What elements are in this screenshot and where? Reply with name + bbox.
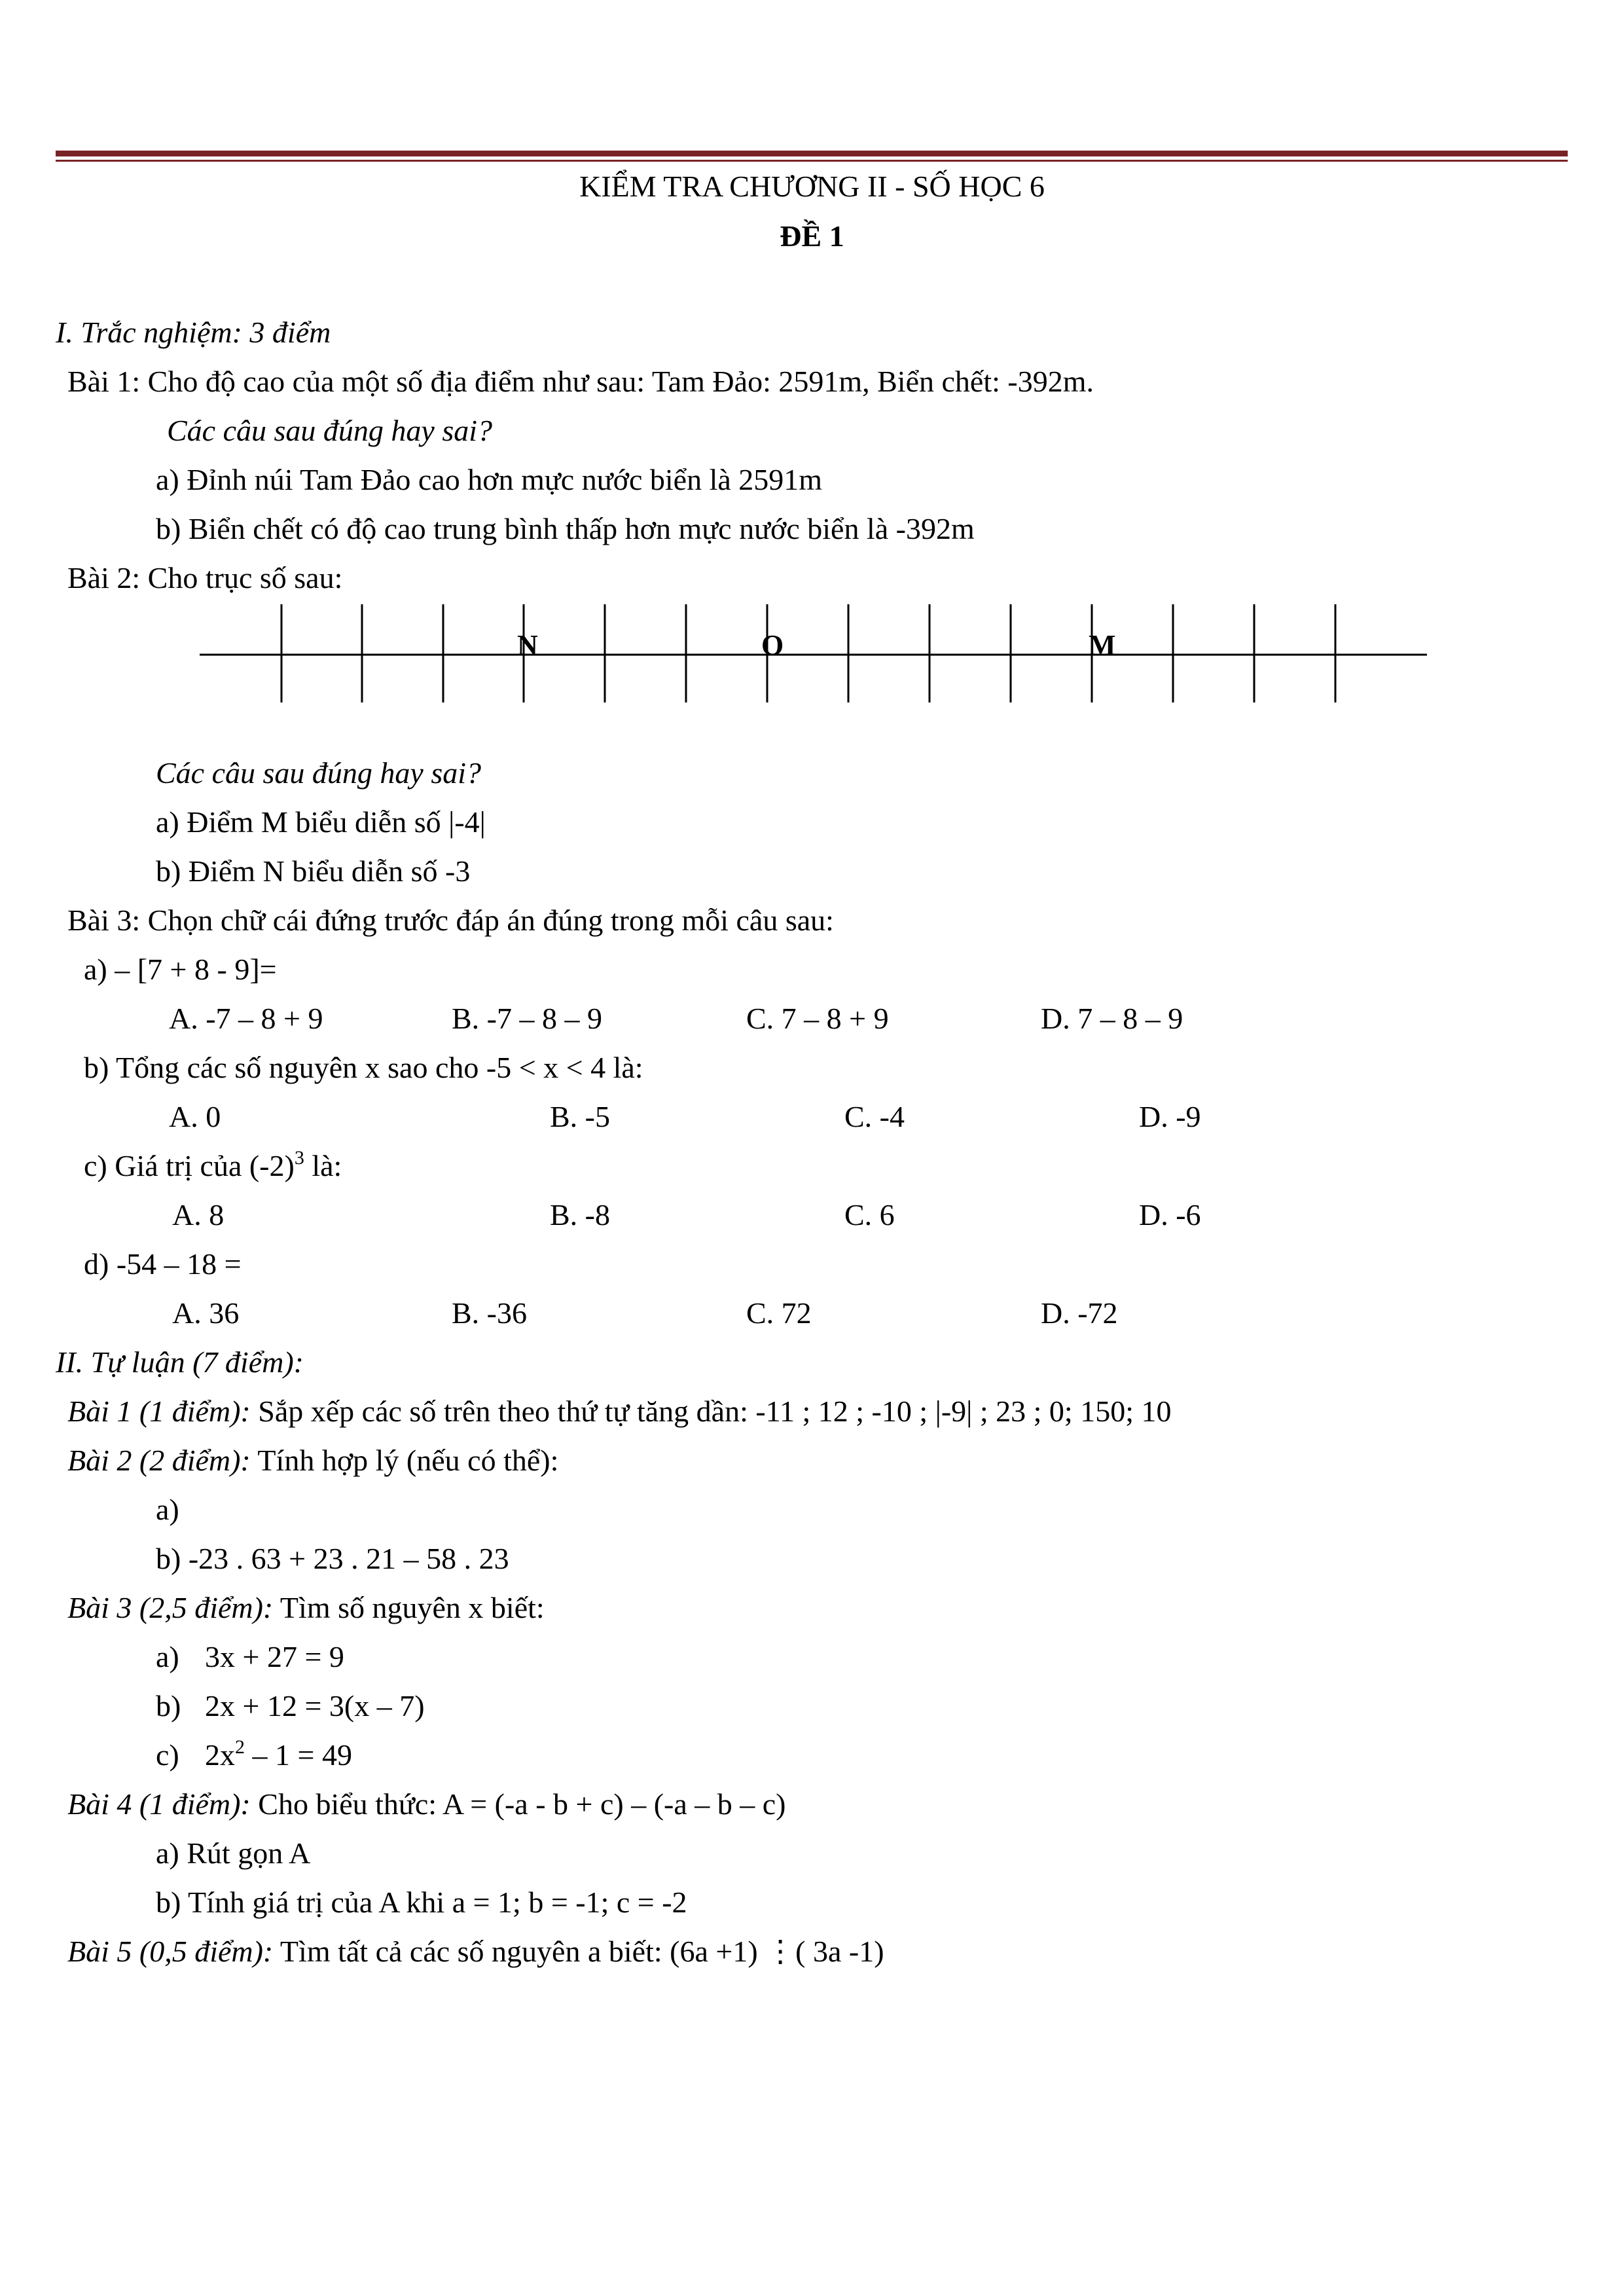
p2-bai3 <box>67 1593 545 1623</box>
p1-bai1-a: a) Đỉnh núi Tam Đảo cao hơn mực nước biển là 2591m <box>156 463 823 496</box>
p2-bai4-text: Cho biểu thức: A = (-a - b + c) – (-a – b – c) <box>250 1787 786 1821</box>
p1-bai2-prompt: Các câu sau đúng hay sai? <box>156 756 482 790</box>
c-expr-post: – 1 = 49 <box>245 1738 352 1772</box>
option-a: A. 8 <box>172 1198 225 1231</box>
p1-bai1-prompt: Các câu sau đúng hay sai? <box>167 414 493 447</box>
option-d: D. 7 – 8 – 9 <box>1041 1002 1183 1035</box>
p2-bai2 <box>67 1446 558 1476</box>
p2-bai1-label: Bài 1 (1 điểm): <box>67 1394 251 1428</box>
p1-bai1-b: b) Biển chết có độ cao trung bình thấp hơn mực nước biển là -392m <box>156 512 975 545</box>
p2-bai4-b: b) Tính giá trị của A khi a = 1; b = -1; c = -2 <box>156 1886 687 1919</box>
option-b: B. -8 <box>550 1198 610 1231</box>
axis-label-n: N <box>517 629 538 661</box>
option-a: A. 0 <box>169 1100 221 1133</box>
p1-bai3-text: Bài 3: Chọn chữ cái đứng trước đáp án đúng trong mỗi câu sau: <box>67 903 834 937</box>
q-c-exponent: 3 <box>294 1147 304 1169</box>
option-b: B. -5 <box>550 1100 610 1133</box>
p2-bai5-text: Tìm tất cả các số nguyên a biết: (6a +1) ⋮( 3a -1) <box>273 1935 884 1968</box>
p1-bai2-b: b) Điểm N biểu diễn số -3 <box>156 854 471 888</box>
part2-heading: II. Tự luận (7 điểm): <box>56 1345 304 1379</box>
p2-bai5-label: Bài 5 (0,5 điểm): <box>67 1935 274 1968</box>
p2-bai4 <box>67 1789 785 1819</box>
number-line-ticks <box>281 604 1335 702</box>
p2-bai1-text: Sắp xếp các số trên theo thứ tự tăng dần: -11 ; 12 ; -10 ; |-9| ; 23 ; 0; 150; 10 <box>250 1394 1172 1428</box>
option-a: A. 36 <box>172 1296 240 1330</box>
p2-bai3-label: Bài 3 (2,5 điểm): <box>67 1591 274 1624</box>
p2-bai4-a: a) Rút gọn A <box>156 1836 311 1870</box>
p2-bai3-b-label: b) <box>156 1689 181 1722</box>
p2-bai2-b: b) -23 . 63 + 23 . 21 – 58 . 23 <box>156 1542 509 1575</box>
p2-bai3-c-label: c) <box>156 1738 179 1772</box>
p2-bai3-a-expr: 3x + 27 = 9 <box>205 1640 344 1673</box>
p1-bai3-q-a: a) – [7 + 8 - 9]= <box>84 953 277 986</box>
p1-bai3-q-d: d) -54 – 18 = <box>84 1247 242 1281</box>
p2-bai3-c-expr <box>205 1736 352 1772</box>
doc-subtitle: ĐỀ 1 <box>780 219 844 253</box>
option-d: D. -72 <box>1041 1296 1118 1330</box>
p1-bai3-q-c <box>84 1147 342 1182</box>
doc-title: KIỂM TRA CHƯƠNG II - SỐ HỌC 6 <box>579 170 1045 203</box>
option-c: C. -4 <box>844 1100 905 1133</box>
p2-bai3-b-expr: 2x + 12 = 3(x – 7) <box>205 1689 425 1722</box>
q-c-pre: c) Giá trị của (-2) <box>84 1149 295 1182</box>
p2-bai2-label: Bài 2 (2 điểm): <box>67 1444 251 1477</box>
p2-bai5 <box>67 1937 884 1967</box>
p1-bai2-a: a) Điểm M biểu diễn số |-4| <box>156 805 486 839</box>
p2-bai2-a: a) <box>156 1493 179 1526</box>
option-c: C. 7 – 8 + 9 <box>746 1002 889 1035</box>
p2-bai3-a-label: a) <box>156 1640 179 1673</box>
c-expr-pre: 2x <box>205 1738 235 1772</box>
option-d: D. -6 <box>1139 1198 1201 1231</box>
axis-label-o: O <box>761 629 784 661</box>
p2-bai1 <box>67 1396 1172 1427</box>
p2-bai2-text: Tính hợp lý (nếu có thể): <box>250 1444 559 1477</box>
option-d: D. -9 <box>1139 1100 1201 1133</box>
p1-bai1-text: Bài 1: Cho độ cao của một số địa điểm như sau: Tam Đảo: 2591m, Biển chết: -392m. <box>67 365 1094 398</box>
q-c-post: là: <box>304 1149 342 1182</box>
p2-bai3-text: Tìm số nguyên x biết: <box>273 1591 545 1624</box>
p2-bai4-label: Bài 4 (1 điểm): <box>67 1787 251 1821</box>
option-b: B. -36 <box>452 1296 527 1330</box>
p1-bai2-text: Bài 2: Cho trục số sau: <box>67 561 343 594</box>
option-a: A. -7 – 8 + 9 <box>169 1002 323 1035</box>
axis-label-m: M <box>1089 629 1116 661</box>
p1-bai3-q-b: b) Tổng các số nguyên x sao cho -5 < x < 4 là: <box>84 1051 643 1084</box>
part1-heading: I. Trắc nghiệm: 3 điểm <box>56 316 331 349</box>
option-b: B. -7 – 8 – 9 <box>452 1002 602 1035</box>
option-c: C. 6 <box>844 1198 895 1231</box>
option-c: C. 72 <box>746 1296 812 1330</box>
c-expr-exponent: 2 <box>235 1736 245 1758</box>
